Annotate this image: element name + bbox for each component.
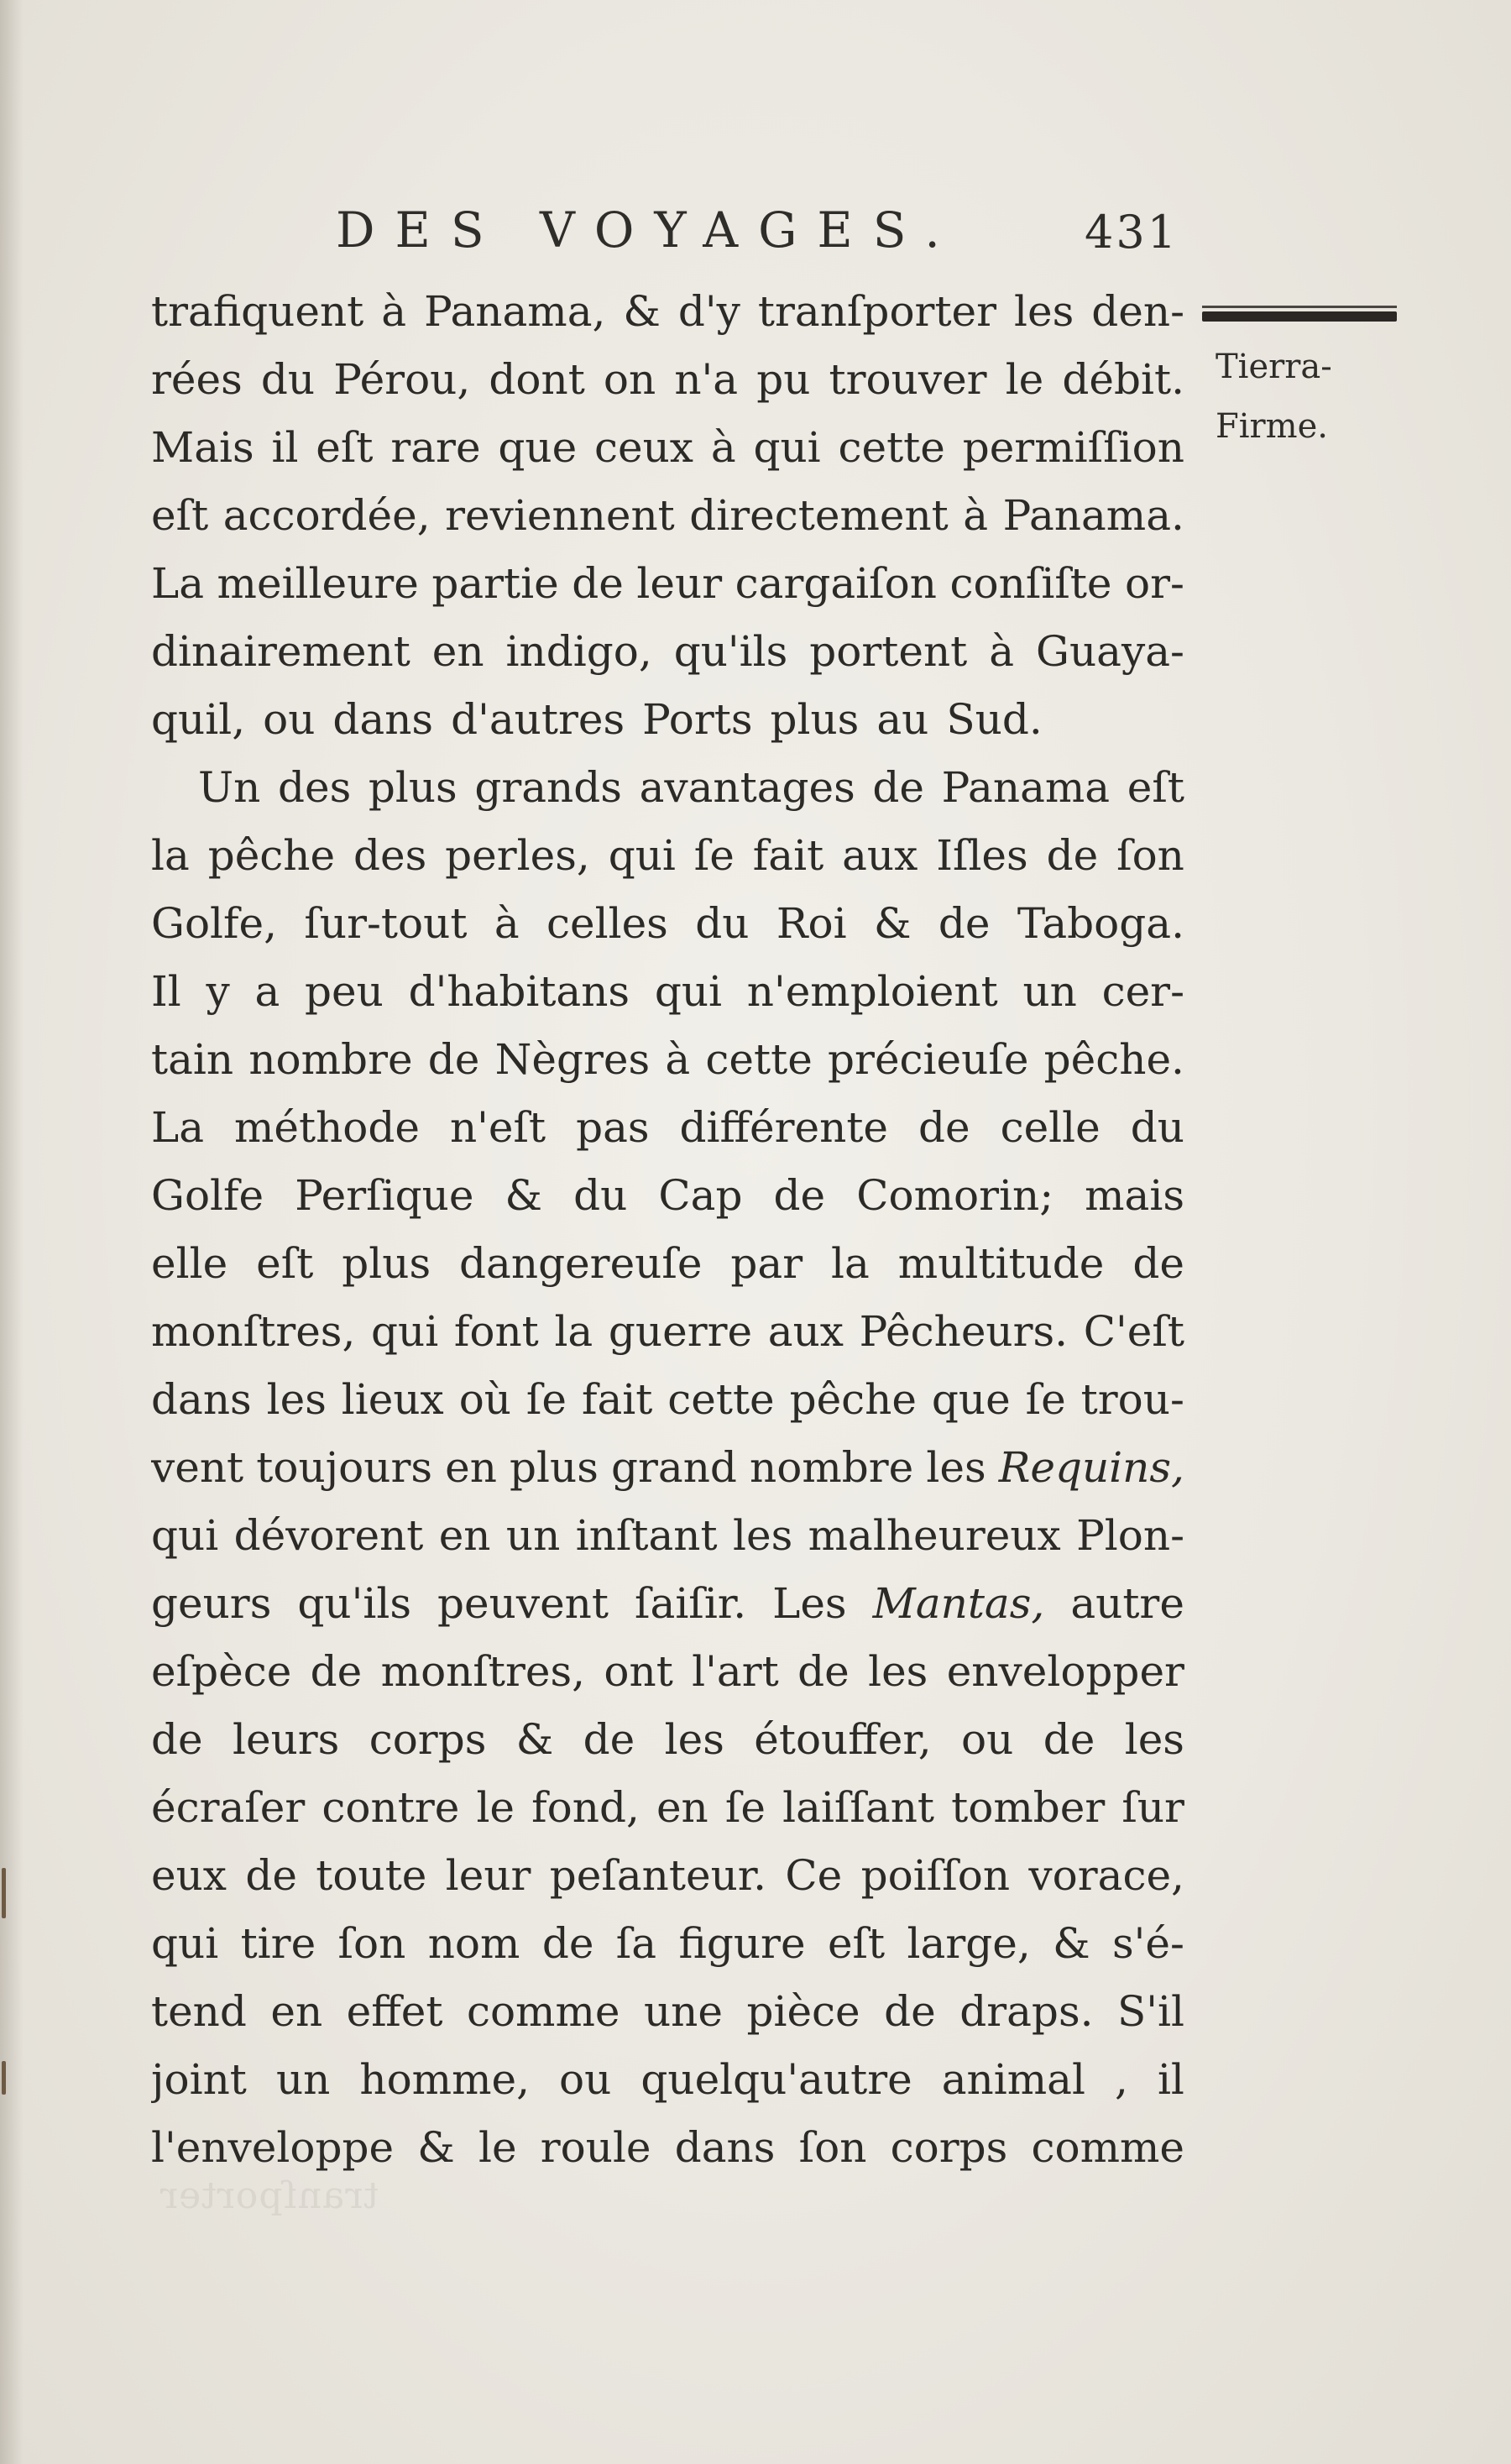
word: qui <box>151 1919 219 1968</box>
word: la <box>831 1239 870 1288</box>
word: nom <box>427 1919 520 1968</box>
word: en <box>438 1511 491 1560</box>
word: indigo, <box>505 627 652 676</box>
italic-word: Requins, <box>998 1443 1184 1492</box>
word: qui <box>151 1511 219 1560</box>
text-line <box>151 1978 1184 2046</box>
word: trou- <box>1080 1375 1184 1424</box>
word: du <box>573 1171 628 1220</box>
text-line <box>151 414 1184 482</box>
word: malheureux <box>808 1511 1061 1560</box>
word: d'y <box>677 287 740 336</box>
word: en <box>656 1783 708 1832</box>
text-line <box>151 1842 1184 1910</box>
word: en <box>431 627 484 676</box>
word: en <box>270 1987 323 2036</box>
word: un <box>1022 967 1077 1016</box>
word: Golfe <box>151 1171 264 1220</box>
word: a <box>254 967 280 1016</box>
text-line <box>151 1026 1184 1094</box>
word: Pérou, <box>333 355 471 404</box>
word: tend <box>151 1987 247 2036</box>
text-line <box>151 1774 1184 1842</box>
word: n'eſt <box>449 1103 546 1152</box>
word: pêche <box>207 831 336 880</box>
text-line <box>151 482 1184 550</box>
text-line <box>151 346 1184 414</box>
word: tomber <box>951 1783 1106 1832</box>
text-line <box>151 1434 1184 1502</box>
word: corps <box>369 1715 487 1764</box>
word: s'é- <box>1111 1919 1184 1968</box>
word: eſt <box>827 1919 886 1968</box>
word: du <box>260 355 316 404</box>
word: vorace, <box>1028 1851 1184 1900</box>
word: écraſer <box>151 1783 306 1832</box>
word: plus <box>342 1239 431 1288</box>
word: de <box>310 1647 363 1696</box>
word: nombre <box>248 1035 413 1084</box>
word: conſiſte <box>949 559 1112 608</box>
word: Perſique <box>295 1171 474 1220</box>
text-line <box>151 890 1184 958</box>
word: les <box>266 1375 327 1424</box>
word: qu'ils <box>673 627 788 676</box>
word: à <box>989 627 1015 676</box>
word: cargaiſon <box>735 559 937 608</box>
word: le <box>478 2123 517 2172</box>
word: peuvent <box>437 1579 609 1628</box>
text-line <box>151 1638 1184 1706</box>
text-line <box>151 1162 1184 1230</box>
word: contre <box>322 1783 460 1832</box>
word: ou <box>559 2055 612 2104</box>
word: Ce <box>785 1851 843 1900</box>
word: Il <box>151 967 181 1016</box>
text-line <box>151 1910 1184 1978</box>
word: tranſporter <box>757 287 997 336</box>
word: dans <box>332 695 434 744</box>
word: celle <box>1000 1103 1101 1152</box>
word: rare <box>390 423 481 472</box>
word: en <box>445 1443 497 1492</box>
word: & <box>515 1715 554 1764</box>
word: envelopper <box>946 1647 1184 1696</box>
margin-rule <box>1202 311 1397 322</box>
word: roule <box>540 2123 651 2172</box>
word: n'a <box>674 355 739 404</box>
word: qu'ils <box>297 1579 411 1628</box>
word: des <box>353 831 427 880</box>
word: un <box>505 1511 561 1560</box>
word: le <box>476 1783 515 1832</box>
word: les <box>1124 1715 1184 1764</box>
word: grand <box>611 1443 737 1492</box>
text-line <box>151 550 1184 618</box>
word: den- <box>1091 287 1184 336</box>
word: monſtres, <box>151 1307 356 1356</box>
word: fait <box>581 1375 653 1424</box>
word: Pêcheurs. <box>859 1307 1069 1356</box>
page-number: 431 <box>1085 206 1179 259</box>
italic-word: Mantas, <box>872 1579 1045 1628</box>
word: Guaya- <box>1036 627 1184 676</box>
text-line <box>151 754 1184 822</box>
word: toute <box>316 1851 427 1900</box>
word: pêche. <box>1043 1035 1184 1084</box>
word: les <box>664 1715 724 1764</box>
word: par <box>730 1239 803 1288</box>
margin-note-line: Tierra- <box>1216 348 1332 386</box>
word: Panama, <box>424 287 606 336</box>
word: peu <box>305 967 384 1016</box>
word: ont <box>604 1647 673 1696</box>
word: cette <box>705 1035 813 1084</box>
word: permiſſion <box>962 423 1184 472</box>
word: ſe <box>693 831 735 880</box>
word: de <box>773 1171 826 1220</box>
word: Iſles <box>936 831 1028 880</box>
word: de <box>918 1103 970 1152</box>
word: n'emploient <box>746 967 998 1016</box>
word: à <box>710 423 736 472</box>
word: la <box>151 831 190 880</box>
word: cer- <box>1101 967 1184 1016</box>
word: ſur <box>1121 1783 1184 1832</box>
word: laiſſant <box>782 1783 935 1832</box>
word: dinairement <box>151 627 410 676</box>
word: partie <box>431 559 559 608</box>
word: Un <box>198 763 261 812</box>
word: qui <box>608 831 676 880</box>
word: ſa <box>615 1919 657 1968</box>
word: Plon- <box>1076 1511 1184 1560</box>
word: guerre <box>608 1307 753 1356</box>
word: débit. <box>1062 355 1184 404</box>
word: toujours <box>256 1443 433 1492</box>
margin-note-line: Firme. <box>1216 407 1328 446</box>
word: Nègres <box>494 1035 651 1084</box>
word: ſe <box>1025 1375 1066 1424</box>
word: de <box>1132 1239 1184 1288</box>
word: geurs <box>151 1579 272 1628</box>
word: du <box>695 899 750 948</box>
word: La <box>151 559 205 608</box>
word: l'art <box>692 1647 779 1696</box>
word: d'autres <box>451 695 625 744</box>
running-head: DES VOYAGES. <box>336 201 960 259</box>
word: plus <box>770 695 860 744</box>
word: La <box>151 1103 205 1152</box>
word: comme <box>466 1987 620 2036</box>
word: ſe <box>525 1375 567 1424</box>
word: Panama <box>941 763 1111 812</box>
word: ſon <box>337 1919 406 1968</box>
word: eſt <box>1127 763 1184 812</box>
text-line <box>151 1298 1184 1366</box>
word: ſon <box>1116 831 1184 880</box>
word: ou <box>263 695 316 744</box>
word: portent <box>809 627 968 676</box>
word: effet <box>346 1987 443 2036</box>
word: trafiquent <box>151 287 364 336</box>
word: leur <box>636 559 723 608</box>
word: plus <box>510 1443 599 1492</box>
word: Roi <box>776 899 847 948</box>
word: meilleure <box>217 559 419 608</box>
word: eſt <box>316 423 374 472</box>
word: lieux <box>341 1375 444 1424</box>
word: plus <box>368 763 457 812</box>
word: ceux <box>594 423 693 472</box>
word: des <box>277 763 352 812</box>
word: dont <box>489 355 585 404</box>
word: & <box>417 2123 455 2172</box>
word: dangereuſe <box>459 1239 703 1288</box>
word: Golfe, <box>151 899 278 948</box>
word: reviennent <box>445 491 675 540</box>
word: méthode <box>233 1103 420 1152</box>
word: monſtres, <box>380 1647 586 1696</box>
word: joint <box>151 2055 247 2104</box>
body-text <box>151 278 1184 2182</box>
word: eſt <box>151 491 209 540</box>
word: à <box>494 899 520 948</box>
word: à <box>665 1035 691 1084</box>
word: ſon <box>798 2123 867 2172</box>
word: trouver <box>829 355 987 404</box>
word: comme <box>1031 2123 1184 2172</box>
word: poiſſon <box>860 1851 1011 1900</box>
word: du <box>1130 1103 1184 1152</box>
word: une <box>643 1987 723 2036</box>
word: de <box>427 1035 480 1084</box>
word: à <box>963 491 989 540</box>
word: elle <box>151 1239 228 1288</box>
word: grands <box>474 763 622 812</box>
word: figure <box>678 1919 806 1968</box>
word: & <box>623 287 661 336</box>
word: tain <box>151 1035 234 1084</box>
text-line <box>151 1230 1184 1298</box>
text-line <box>151 2114 1184 2182</box>
word: pas <box>576 1103 650 1152</box>
word: que <box>931 1375 1011 1424</box>
text-line <box>151 686 1184 754</box>
word: les <box>926 1443 986 1492</box>
word: S'il <box>1116 1987 1184 2036</box>
word: pu <box>756 355 811 404</box>
word: Ports <box>642 695 753 744</box>
word: de <box>797 1647 850 1696</box>
margin-note <box>1216 337 1332 457</box>
text-line <box>151 822 1184 890</box>
word: de <box>884 1987 936 2036</box>
word: Sud. <box>946 695 1043 744</box>
word: il <box>271 423 299 472</box>
word: de <box>872 763 925 812</box>
word: ſe <box>724 1783 766 1832</box>
word: mais <box>1085 1171 1184 1220</box>
text-line <box>151 278 1184 346</box>
word: font <box>453 1307 539 1356</box>
word: large, <box>907 1919 1031 1968</box>
text-line <box>151 2046 1184 2114</box>
word: les <box>733 1511 793 1560</box>
word: leurs <box>232 1715 340 1764</box>
word: d'habitans <box>408 967 630 1016</box>
word: tire <box>240 1919 316 1968</box>
text-line <box>151 1570 1184 1638</box>
text-line <box>151 1094 1184 1162</box>
word: quelqu'autre <box>640 2055 912 2104</box>
word: autre <box>1070 1579 1184 1628</box>
word: où <box>458 1375 511 1424</box>
word: cette <box>838 423 945 472</box>
word: la <box>554 1307 593 1356</box>
word: il <box>1157 2055 1184 2104</box>
word: peſanteur. <box>549 1851 767 1900</box>
word: un <box>275 2055 331 2104</box>
word: étouffer, <box>754 1715 932 1764</box>
word: à <box>381 287 407 336</box>
word: celles <box>546 899 668 948</box>
word: l'enveloppe <box>151 2123 395 2172</box>
word: qui <box>371 1307 439 1356</box>
word: le <box>1005 355 1044 404</box>
word: leur <box>445 1851 531 1900</box>
word: inſtant <box>575 1511 718 1560</box>
text-line <box>151 1706 1184 1774</box>
word: or- <box>1125 559 1184 608</box>
word: Cap <box>658 1171 743 1220</box>
word: Panama. <box>1002 491 1184 540</box>
word: eſt <box>256 1239 314 1288</box>
word: quil, <box>151 695 246 744</box>
binding-thread-mark <box>2 2061 6 2095</box>
word: pièce <box>746 1987 860 2036</box>
word: au <box>876 695 929 744</box>
word: & <box>505 1171 542 1220</box>
word: avantages <box>639 763 855 812</box>
word: Les <box>772 1579 847 1628</box>
word: les <box>868 1647 928 1696</box>
word: vent <box>151 1443 244 1492</box>
word: ou <box>961 1715 1014 1764</box>
word: de <box>1043 1715 1095 1764</box>
word: de <box>1046 831 1099 880</box>
word: qui <box>654 967 723 1016</box>
word: de <box>151 1715 203 1764</box>
word: pêche <box>789 1375 917 1424</box>
word: corps <box>890 2123 1008 2172</box>
word: dans <box>674 2123 776 2172</box>
binding-thread-mark <box>2 1868 6 1918</box>
word: dévorent <box>233 1511 424 1560</box>
word: eux <box>151 1851 227 1900</box>
word: nombre <box>750 1443 914 1492</box>
word: de <box>583 1715 635 1764</box>
word: de <box>541 1919 594 1968</box>
word: dans <box>151 1375 252 1424</box>
word: aux <box>842 831 918 880</box>
word: différente <box>679 1103 889 1152</box>
text-line <box>151 1502 1184 1570</box>
word: fond, <box>531 1783 640 1832</box>
word: Taboga. <box>1017 899 1184 948</box>
word: on <box>603 355 656 404</box>
word: fait <box>752 831 824 880</box>
word: & <box>1053 1919 1090 1968</box>
word: les <box>1014 287 1074 336</box>
word: & <box>873 899 912 948</box>
word: cette <box>667 1375 775 1424</box>
word: , <box>1115 2055 1128 2104</box>
word: eſpèce <box>151 1647 292 1696</box>
text-line <box>151 958 1184 1026</box>
word: de <box>572 559 624 608</box>
word: homme, <box>359 2055 530 2104</box>
word: aux <box>767 1307 844 1356</box>
word: ſaiſir. <box>635 1579 747 1628</box>
word: précieuſe <box>828 1035 1029 1084</box>
word: y <box>206 967 230 1016</box>
word: multitude <box>897 1239 1105 1288</box>
word: animal <box>941 2055 1085 2104</box>
word: de <box>245 1851 297 1900</box>
word: C'eſt <box>1083 1307 1184 1356</box>
show-through-text: tranſporter <box>159 2174 379 2217</box>
word: Comorin; <box>856 1171 1054 1220</box>
word: directement <box>689 491 949 540</box>
word: ſur-tout <box>304 899 468 948</box>
word: rées <box>151 355 243 404</box>
word: perles, <box>445 831 590 880</box>
word: de <box>938 899 991 948</box>
text-line <box>151 618 1184 686</box>
word: que <box>498 423 578 472</box>
word: draps. <box>959 1987 1094 2036</box>
text-line <box>151 1366 1184 1434</box>
word: qui <box>753 423 821 472</box>
word: accordée, <box>222 491 431 540</box>
word: Mais <box>151 423 254 472</box>
